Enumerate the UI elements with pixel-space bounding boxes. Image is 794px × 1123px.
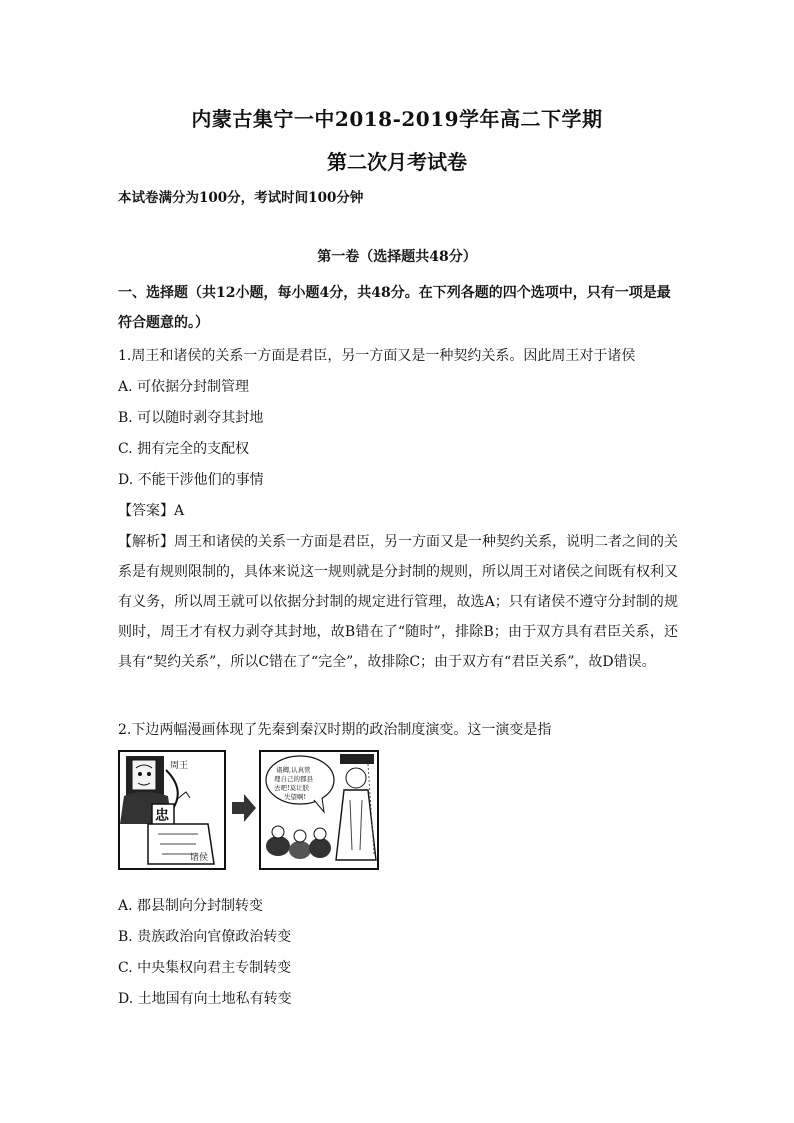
exam-info: 本试卷满分为100分，考试时间100分钟	[118, 190, 364, 206]
question-2-stem: 2.下边两幅漫画体现了先秦到秦汉时期的政治制度演变。这一演变是指	[118, 722, 552, 738]
comic-bubble-line-3: 去吧!莫让朕	[274, 784, 310, 792]
political-cartoon-image	[118, 750, 380, 870]
question-1-stem: 1.周王和诸侯的关系一方面是君臣，另一方面又是一种契约关系。因此周王对于诸侯	[118, 348, 636, 364]
comic-bubble-line-2: 理自己的郡县	[274, 775, 313, 783]
question-2-option-b: B. 贵族政治向官僚政治转变	[118, 929, 292, 945]
comic-bubble-line-1: 诸卿,认真管	[276, 766, 311, 774]
exam-title: 内蒙古集宁一中2018-2019学年高二下学期	[191, 107, 603, 131]
comic-label-zhouwang: 周王	[170, 761, 189, 771]
question-1-option-c: C. 拥有完全的支配权	[118, 441, 250, 457]
question-1-option-d: D. 不能干涉他们的事情	[118, 472, 264, 488]
question-2-option-d: D. 土地国有向土地私有转变	[118, 991, 292, 1007]
exam-subtitle: 第二次月考试卷	[327, 150, 467, 174]
arrow-right-icon	[232, 794, 256, 822]
question-1-option-a: A. 可依据分封制管理	[118, 379, 250, 395]
question-1-analysis: 【解析】周王和诸侯的关系一方面是君臣，另一方面又是一种契约关系，说明二者之间的关系是有规则限制的，具体来说这一规则就是分封制的规则，所以周王对诸侯之间既有权利又有义务，所以周王就可以依据分封制的规定进行管理，故选A；只有诸侯不遵守分封制的规则时，周王才有权力剥夺其封地，故B错在了“随时”，排除B；由于双方具有君臣关系，还具有“契约关系”，所以C错在了“完全”，故排除C；由于双方有“君臣关系”，故D错误。	[118, 534, 678, 670]
question-2-option-a: A. 郡县制向分封制转变	[118, 898, 264, 914]
comic-bubble-line-4: 失望啊!	[284, 793, 307, 801]
comic-label-zhuhou: 诸侯	[190, 853, 209, 863]
section-instructions: 一、选择题（共12小题，每小题4分，共48分。在下列各题的四个选项中，只有一项是最符合题意的。）	[118, 285, 671, 331]
part-heading: 第一卷（选择题共48分）	[317, 249, 477, 265]
comic-center-char: 忠	[155, 808, 169, 824]
question-1-option-b: B. 可以随时剥夺其封地	[118, 410, 264, 426]
question-1-answer: 【答案】A	[118, 503, 185, 519]
question-2-option-c: C. 中央集权向君主专制转变	[118, 960, 292, 976]
